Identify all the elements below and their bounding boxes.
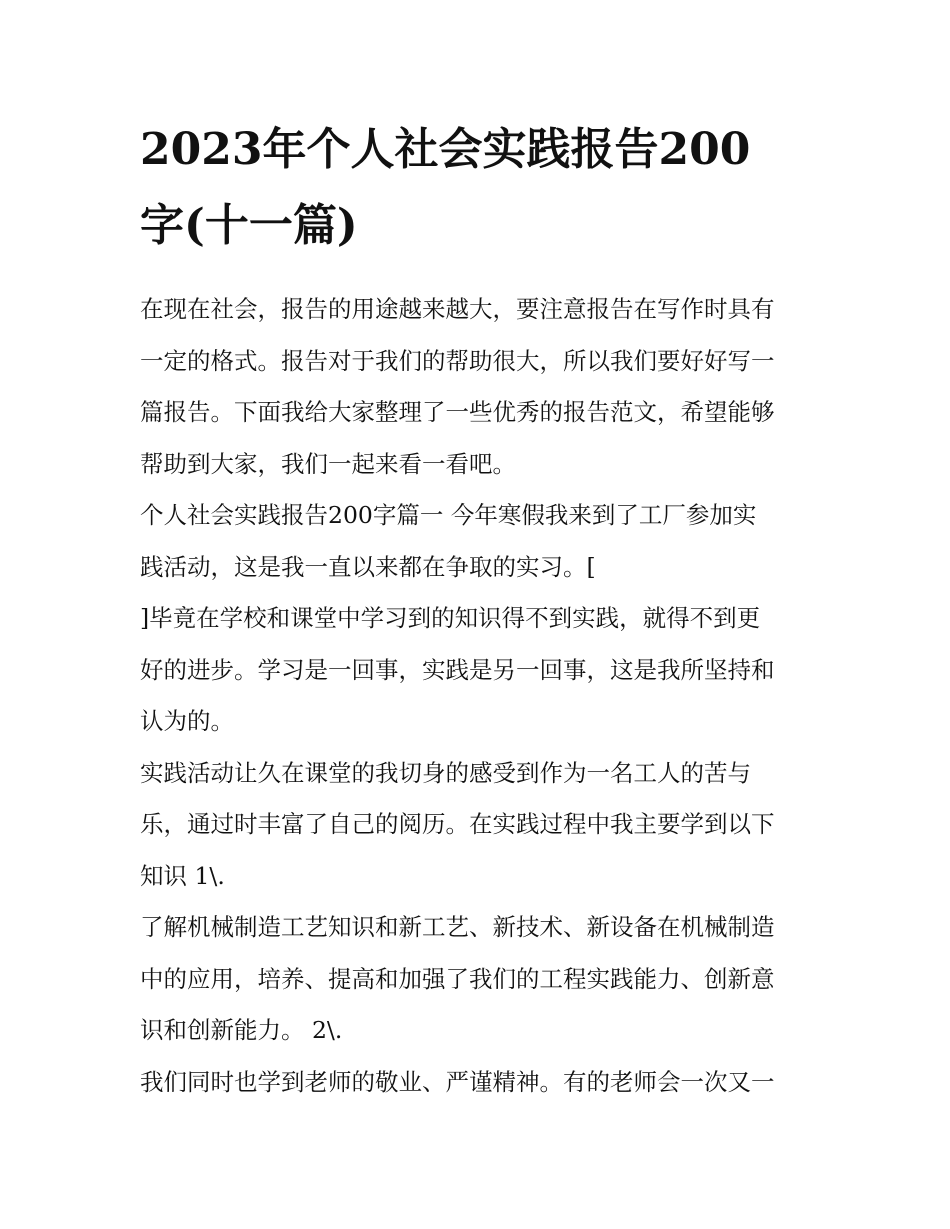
text-line: 实践活动让久在课堂的我切身的感受到作为一名工人的苦与 — [140, 758, 751, 787]
text-line: 践活动，这是我一直以来都在争取的实习。[ — [140, 552, 596, 581]
title-line: 字(十一篇) — [140, 200, 358, 251]
paragraph-teachers — [140, 1057, 816, 1109]
title-line: 2023年个人社会实践报告200 — [140, 124, 751, 175]
text-line: 认为的。 — [140, 707, 234, 735]
text-line: 中的应用，培养、提高和加强了我们的工程实践能力、创新意 — [140, 964, 775, 993]
text-line: 乐，通过时丰富了自己的阅历。在实践过程中我主要学到以下 — [140, 810, 775, 838]
paragraph-experience — [140, 748, 816, 903]
text-line: 好的进步。学习是一回事，实践是另一回事，这是我所坚持和 — [140, 655, 775, 684]
text-line: 篇报告。下面我给大家整理了一些优秀的报告范文，希望能够 — [140, 398, 775, 426]
paragraph-part-one — [140, 490, 816, 593]
document-body — [140, 284, 816, 1108]
text-line: 个人社会实践报告200字篇一 今年寒假我来到了工厂参加实 — [140, 501, 757, 529]
text-line: 识和创新能力。 2\. — [140, 1016, 343, 1044]
document-content — [140, 112, 816, 1108]
text-line: 了解机械制造工艺知识和新工艺、新技术、新设备在机械制造 — [140, 913, 775, 941]
paragraph-knowledge — [140, 902, 816, 1057]
paragraph-intro — [140, 284, 816, 490]
text-line: 帮助到大家，我们一起来看一看吧。 — [140, 449, 516, 478]
text-line: 一定的格式。报告对于我们的帮助很大，所以我们要好好写一 — [140, 346, 775, 375]
document-title — [140, 112, 816, 264]
text-line: 知识 1\. — [140, 861, 225, 890]
text-line: 我们同时也学到老师的敬业、严谨精神。有的老师会一次又一 — [140, 1067, 775, 1096]
text-line: ]毕竟在学校和课堂中学习到的知识得不到实践，就得不到更 — [140, 604, 761, 632]
paragraph-practice — [140, 593, 816, 748]
text-line: 在现在社会，报告的用途越来越大，要注意报告在写作时具有 — [140, 295, 775, 323]
